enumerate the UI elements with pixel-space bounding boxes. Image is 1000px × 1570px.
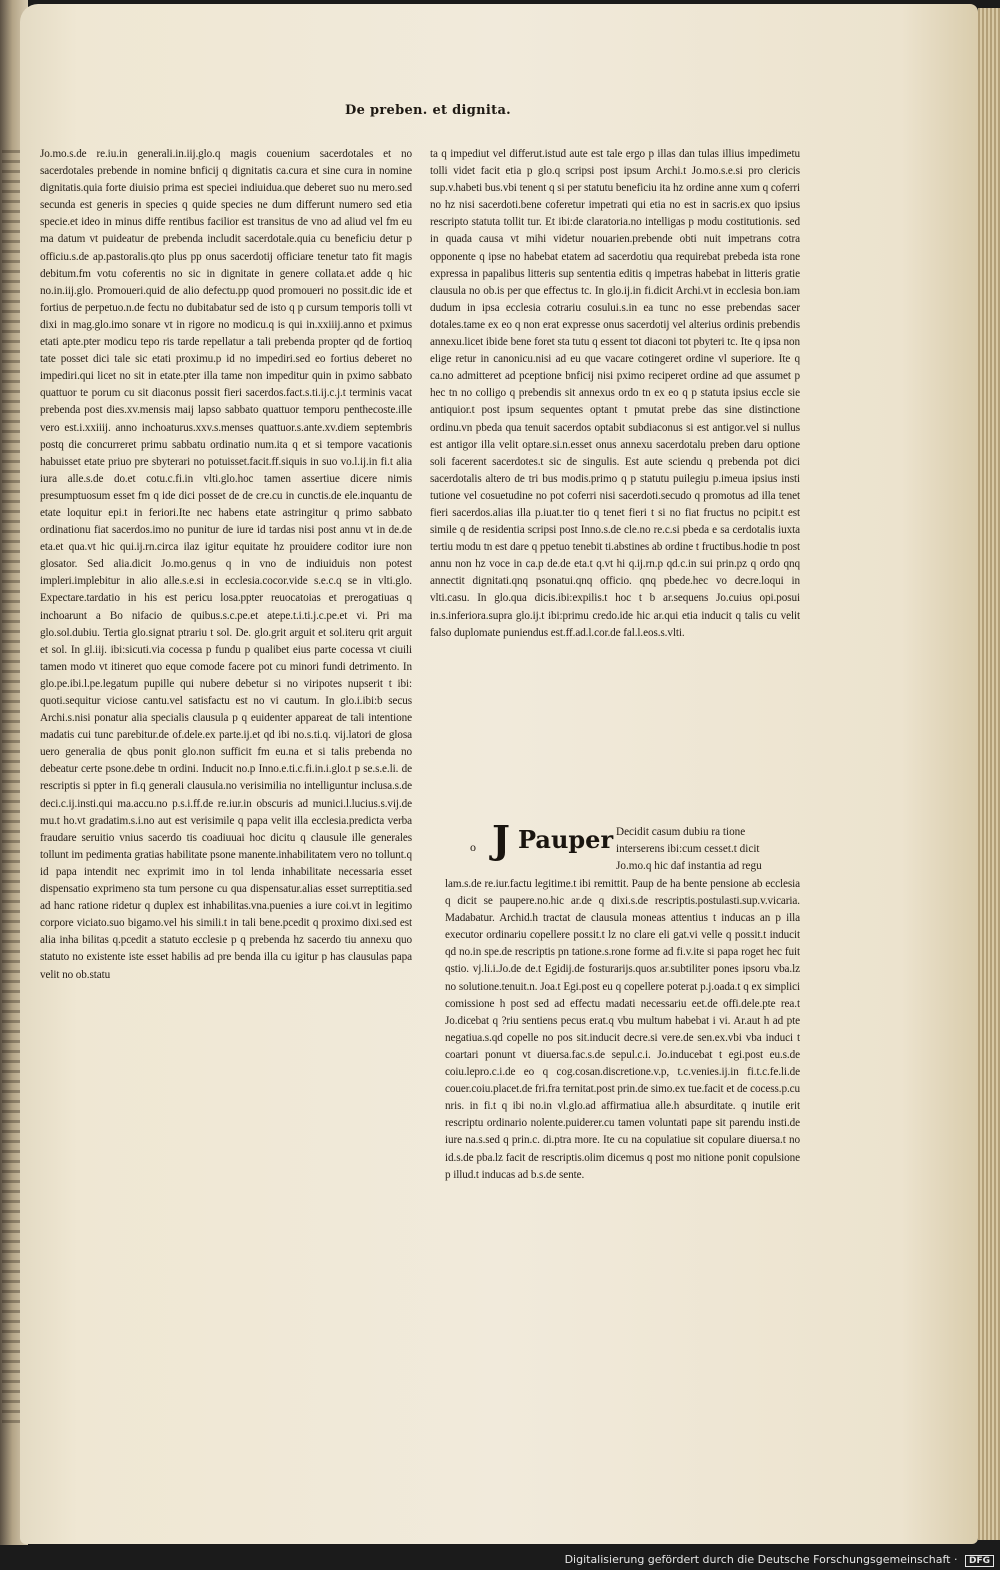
credit-text: Digitalisierung gefördert durch die Deutsche Forschungsgemeinschaft · <box>564 1553 958 1566</box>
section-word: Pauper <box>518 825 614 854</box>
right-column-text-top: ta q impediut vel differut.istud aute est tale ergo p illas dan tulas illius impedimetu tolli videt facit etia p glo.q scripsi post ipsum Archi.t Jo.mo.s.e.si pro clericis sup.v.habeti bus.vbi tenent q si per statutu beneficiu ita hz ordine anne xum q coferri no hz nisi sacerdoti.bene coferetur impetrati qui etia no est in sacris.ex quo ipsius rescripto statuta tollit tur. Et ibi:de claratoria.no intelligas p modu costitutionis. sed in quada causa vt mihi videtur nouarien.prebende obti nuit impetrans cotra opponente q ipse no habebat etatem ad sacerdotiu qua requirebat prebeda ista rone expressa in papalibus litteris sup sententia editis q impetras habebat in litteris gratie clausula no ob.is per que effectus tc. In glo.ij.in fi.dicit Archi.vt in ecclesia bon.iam dudum in ipsa ecclesia cotrariu cosului.s.in ea tunc no esse prebendas sacer dotales.tame ex eo q non erat expresse onus sacerdotij vel alterius ordinis prebendis annexu.licet ibide bene foret sta tutu q essent tot diaconi tot pbyteri tc. Ite q ipsa non elige retur in canonicu.nisi ad eu que vacare cotingeret ordine vl superiore. Ite q ca.no admitteret ad pceptione bnficij nisi pximo reciperet ordine ad que assumet p hec tn no colligo q prebendis sit annexus ordo tn ex eo q p statuta ipsius eccle sie antiquior.t post ipsum sequentes optant t pmutat prebe das sine distinctione ordinu.vn pbeda qua tenuit sacerdos optabit subdiaconus si est antigor.vel si nullus est antigor illa velit optare.si.n.esset onus annexu sacerdotalu preben daru optione soli facerent sacerdotes.t sic de singulis. Est aute sciendu q prebenda pot dici sacerdotalis altero de tri bus modis.primo q p statutu puilegiu p.imeua ipsius insti tutione vel cosuetudine no pot coferri nisi sacerdoti.secudo q promotus ad illa tenet fieri sacerdos.alias illa p.iuat.ter tio q tenet fieri t si no fiat fructus no pcipit.t est simile q de residentia scripsi post Inno.s.de cle.no re.c.si pbeda e sa cerdotalis iuxta tertiu modu tn est dare q ppetuo tenebit ti.abstines ab ordine t fructibus.hodie tn post annu non hz voce in ca.p de.de eta.t q.vt hi q.ij.rn.p qd.c.in sui prin.pz q ordo qnq annectit dignitati.qnq psonatui.qnq officio. qnq pbede.hec vo decre.loqui in vlti.casu. In glo.qua dicis.ibi:expilis.t hoc t b ar.sequens Jo.cuius opi.posui in.s.inferiora.supra glo.ij.t ibi:primu credo.ide hic ar.qui etia inducit q talis cu velit falso duplomate puniendus est.ff.ad.l.cor.de fal.l.eos.s.vlti. <box>430 148 800 639</box>
page-fore-edge <box>978 8 1000 1540</box>
section-heading-pauper <box>430 817 800 876</box>
section-bullet: o <box>470 840 476 854</box>
running-head: De preben. et dignita. <box>345 103 512 118</box>
left-column-text: Jo.mo.s.de re.iu.in generali.in.iij.glo.q magis couenium sacerdotales et no sacerdotales prebende in nomine bnficij q dignitatis ca.cura et sine cura in nomine dignitatis.quia forte diuisio prima est speciei indiuidua.que deberet suo nu mero.sed secunda est generis in species q quide species ne dum differunt numero sed etia specie.et ideo in minus diffe rentibus facilior est transitus de vno ad aliud vel fm eu ma datum vt puideatur de prebenda includit sacerdotale.quia cu beneficiu detur p officiu.s.de ap.pastoralis.qto plus pp onus sacerdotij officiare tenetur tato fit magis debitum.fm votu coferentis no sic in dignitate in genere collata.et adde q hic no.in.iij.glo. Promoueri.quid de alio defectu.pp quod promoueri no possit.dic ide et fortius de perpetuo.n.de fectu no dubitabatur sed de isto q p cursum temporis tolli vt dixi in mag.glo.imo sonare vt in rigore no modicu.q is qui in.xxiiij.anno et pximus etati apte.pter modicu tepo ris tarde repellatur a tali prebenda propter qd de fortioq tate posset dici tale sic etati proximu.p id no impediri.sed eo fortius deberet no impediri.qui licet no sit in etate.pter illa tame non impeditur quin in pximo sabbato quattuor te porum cu sit diaconus possit fieri sacerdos.fact.s.ti.ij.c.j.t terminis vacat prebenda post dies.xv.mensis maij lapso sabbato quattuor temporu penthecoste.ille vero est.i.xxiiij. anno inchoaturus.xxv.s.menses quattuor.s.ante.xv.diem septembris postq die concurreret primu sabbatu ordinatio num.ita q et si tempore vacationis habuisset etate priuo pre sbyterari no potuisset.facit.ff.siquis in suo vo.l.ij.in fi.t alia iura alle.s.de do.et cotu.c.fi.in vlti.glo.hoc tamen assertiue dicere nimis presumptuosum esset fm q ide dici posset de de cre.cu in cunctis.de ele.inquantu de etate loquitur epi.t in feriori.Ite nec habens etate astringitur q primo sabbato ordinationu fiat sacerdos.imo no punitur de iure id tardas nisi post annu vt in de.de eta.et qua.vt hic qui.ij.rn.circa ilaz igitur equitate hz prouidere coditor iure non glosator. Sed alia.dicit Jo.mo.genus q in vno de indiuiduis non potest impleri.implebitur in alio alle.s.e.si in ecclesia.cocor.vide s.e.c.q se in vlti.glo. Expectare.tardatio in his est pericu losa.ppter reuocatoias et prerogatiuas q inchoarunt a Bo nifacio de quibus.s.c.pe.et atepe.t.i.ti.j.c.pe.et vi. Pri ma glo.sol.dubiu. Tertia glo.signat ptrariu t sol. De. glo.grit arguit et sol.iteru qrit arguit et sol. In gl.iij. ibi:sicuti.via cocessa p fundu p qualibet eius parte cocessa vt ciuili tamen modo vt itineret quo eque comode facere pot cu minori fundi detrimento. In glo.pe.ibi.l.pe.legatum pupille qui nubere debetur si no viripotes nupserit t ibi: quoti.sequitur viciose cantu.vel satisfactu est no vi cautum. In glo.i.ibi:b secus Archi.s.nisi ponatur alia specialis clausula p q euidenter appareat de tali intentione madatis cui tunc parebitur.de of.dele.ex parte.ij.et qd ibi no.s.ti.q. vij.latori de glosa uero generalia de qbus ponit glo.non sufficit fm eu.na et si talis prebenda no debeatur certe psone.debe tn ordini. Inducit no.p Inno.e.ti.c.fi.in.i.glo.t p se.s.e.li. de rescriptis si ppter in fi.q generali clausula.no verisimilia no intelliguntur inclusa.s.de deci.c.ij.insti.qui ma.accu.no p.s.i.ff.de re.iur.in obscuris ad munici.l.lucius.s.vij.de mu.t ho.vt gradatim.s.i.no aut est verisimile q papa velit illa ecclesia.predicta verba fraudare seruitio vnius sacerdo tis coadiuuai hoc dicitu q clausule ille generales tollunt im pedimenta gratias habilitate psone manente.inhabilitatem vero no tollunt.q id papa intendit nec exprimit imo in tol lenda inhabilitate necessaria esset dispensatio exprimeno sta tum persone cu qua dispensatur.alias esset surreptitia.sed ad hanc ratione ridetur q duplex est inhabilitas.vna.puenies a iure coi.vt in legitimo corpore viciato.suo bigamo.vel his simili.t in tali bene.pcedit q proximo dixi.sed est alia inha bilitas q.pcedit a statuto ecclesie p q prebenda hz sacerdo tiu annexu quo statuto no existente iste esset habilis ad pre benda illa cu igitur p has clausulas papa velit no ob.statu <box>40 148 412 981</box>
facing-page-text-bleed <box>2 150 20 1430</box>
section-note: Decidit casum dubiu ra tione interserens ibi:cum cesset.t dicit Jo.mo.q hic daf instantia ad regu <box>616 826 762 872</box>
dfg-logo: DFG <box>965 1555 994 1567</box>
digitization-credit <box>565 1553 994 1567</box>
right-column-text-bottom: lam.s.de re.iur.factu legitime.t ibi remittit. Paup de ha bente pensione ab ecclesia q dicit se paupere.no.hic ar.de q dixi.s.de rescriptis.postulasti.sup.v.vicaria. Madabatur. Archid.h tractat de clausula moneas attentius t inducas an p illa executor ordinariu copellere possit.t lz no clare eli gat.vi velle q possit.t inducit qd no.in spe.de rescriptis pn tatione.s.rone forme ad fi.v.ite si papa roget hec fuit qstio. vj.li.i.Jo.de de.t Egidij.de fosturarijs.quos ar.subtiliter pones ipsoru vba.lz no solutione.tenuit.n. Joa.t Egi.post eu q copellere poterat p.j.oada.t q ex simplici comissione h post sed ad effectu madati necessariu eet.de offi.dele.pte rea.t Jo.dicebat q ?riu sentiens pecus erat.q vbu multum habebat i vi. Ar.aut h ad pte negatiua.s.qd copelle no pos sit.inducit decre.si vere.de sen.ex.vbi vba induci t coartari ponunt vt diuersa.fac.s.de sepul.c.i. Jo.inducebat t egi.post eu.s.de coiu.lepro.c.i.de eo q cog.cosan.discretione.v.p, t.c.venies.ij.in fi.t.c.fe.li.de couer.coiu.placet.de fri.fra ternitat.post prin.de simo.ex tue.facit et de cocess.p.cu nris. in fi.t q ibi no.in vl.glo.ad affirmatiua alle.h absurditate. q inutile erit rescriptu ordinario nolente.puiderer.cu tamen voluntati pape sit parendu insti.de iure na.s.sed q prin.c. di.ptra more. Ite cu na copulatiue sit copulare diuersa.t no id.s.de pba.lz facit de rescriptis.olim dicemus q post mo nitione ponit copulsione p illud.t inducas ad b.s.de sente. <box>445 878 800 1181</box>
section-initial: J <box>492 817 510 862</box>
